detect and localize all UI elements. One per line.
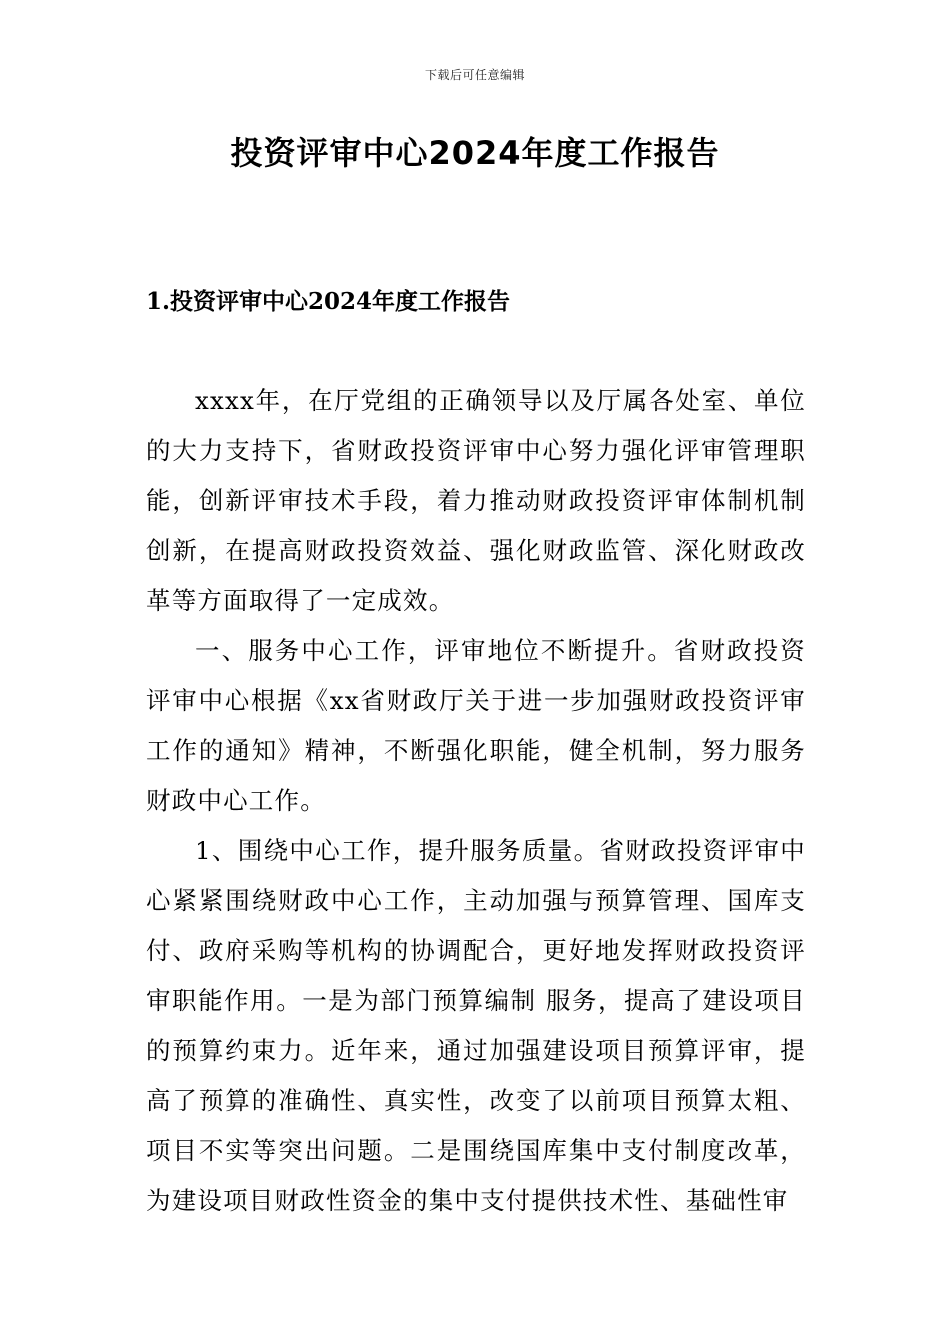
section-heading: 1.投资评审中心2024年度工作报告 [146,288,511,315]
paragraph-section-one: 一、服务中心工作，评审地位不断提升。省财政投资评审中心根据《xx省财政厅关于进一步加强财政投资评审工作的通知》精神，不断强化职能，健全机制，努力服务财政中心工作。 [146,636,806,815]
document-body [146,376,806,1226]
document-title: 投资评审中心2024年度工作报告 [230,134,720,172]
header-note: 下载后可任意编辑 [424,68,525,82]
paragraph-item-one: 1、围绕中心工作，提升服务质量。省财政投资评审中心紧紧围绕财政中心工作，主动加强与预算管理、国库支付、政府采购等机构的协调配合，更好地发挥财政投资评审职能作用。一是为部门预算编制 服务，提高了建设项目的预算约束力。近年来，通过加强建设项目预算评审，提高了预算的准确性、真实性，改变了以前项目预算太粗、项目不实等突出问题。二是围绕国库集中支付制度改革，为建设项目财政性资金的集中支付提供技术性、基础性审 [146,836,806,1215]
paragraph-intro: xxxx年，在厅党组的正确领导以及厅属各处室、单位的大力支持下，省财政投资评审中心努力强化评审管理职能，创新评审技术手段，着力推动财政投资评审体制机制创新，在提高财政投资效益、强化财政监管、深化财政改革等方面取得了一定成效。 [146,386,806,615]
